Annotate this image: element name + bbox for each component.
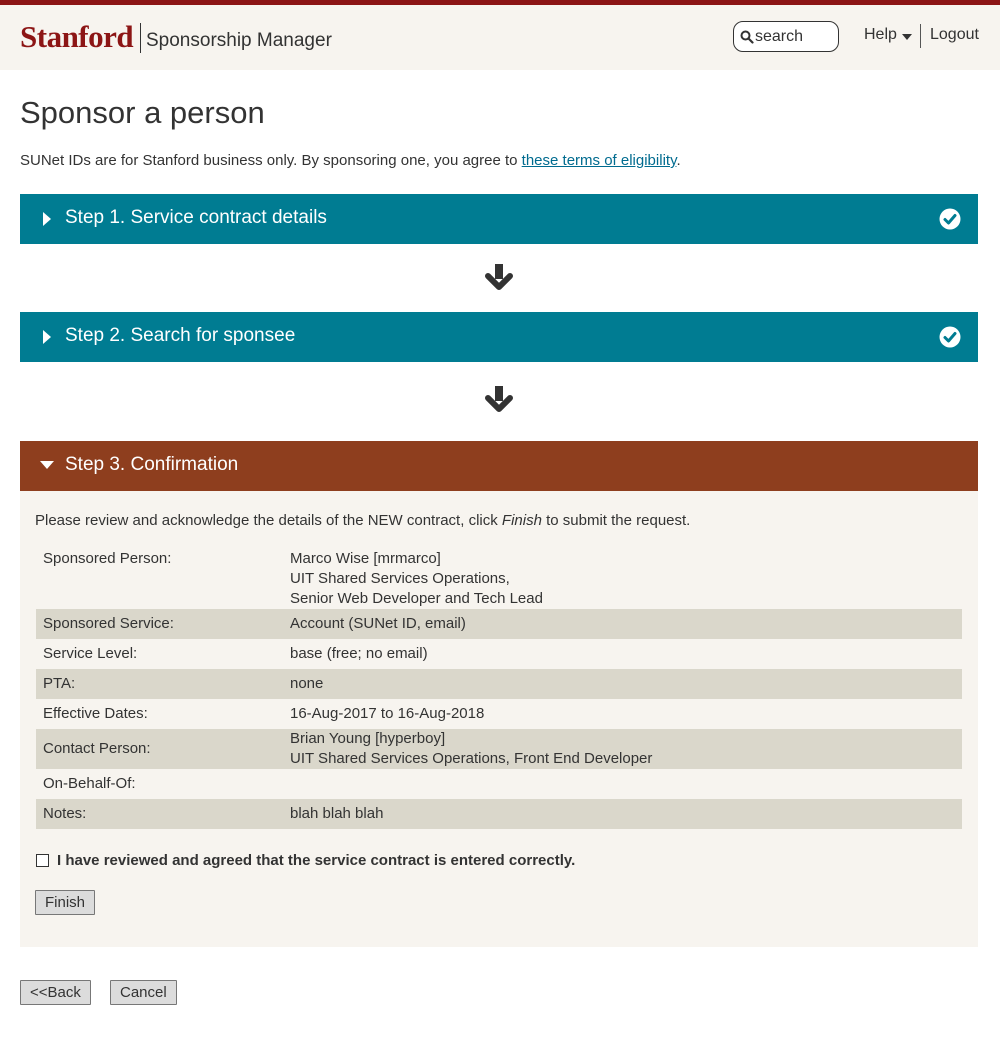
detail-value: base (free; no email) [290, 645, 428, 662]
caret-right-icon [40, 210, 54, 228]
site-header [0, 5, 1000, 70]
back-button[interactable]: <<Back [20, 980, 91, 1005]
caret-down-icon [39, 459, 55, 471]
detail-value [283, 769, 962, 799]
detail-value-line: Marco Wise [mrmarco] [290, 550, 441, 567]
check-circle-icon [939, 208, 961, 230]
step-1-title: Step 1. Service contract details [65, 207, 327, 228]
detail-value: blah blah blah [283, 799, 962, 829]
contract-details-table [36, 545, 962, 829]
brand-divider [140, 23, 141, 53]
intro-text: SUNet IDs are for Stanford business only. By sponsoring one, you agree to [20, 152, 522, 169]
intro-end: . [676, 152, 681, 169]
detail-label: Notes: [36, 799, 283, 829]
detail-row-pta [36, 669, 962, 699]
chevron-down-icon[interactable] [901, 33, 913, 41]
detail-row-sponsored-service [36, 609, 962, 639]
step-3-header[interactable] [20, 441, 978, 491]
agree-checkbox-row[interactable] [36, 852, 575, 869]
step-3-title: Step 3. Confirmation [65, 454, 239, 475]
confirmation-panel [20, 491, 978, 947]
detail-value: none [283, 669, 962, 699]
eligibility-intro [20, 152, 681, 169]
intro-after: to submit the request. [541, 512, 691, 529]
detail-row-notes [36, 799, 962, 829]
stanford-logo[interactable]: Stanford [20, 19, 134, 54]
detail-value: 16-Aug-2017 to 16-Aug-2018 [290, 705, 485, 722]
detail-value-line: UIT Shared Services Operations, [290, 570, 510, 587]
search-box[interactable] [733, 21, 839, 52]
search-icon [740, 30, 754, 44]
detail-value-line: UIT Shared Services Operations, Front End Developer [290, 750, 653, 767]
detail-label: Effective Dates: [43, 705, 148, 722]
detail-label: Sponsored Person: [43, 550, 172, 567]
detail-label: On-Behalf-Of: [43, 775, 136, 792]
agree-label: I have reviewed and agreed that the service contract is entered correctly. [57, 852, 576, 869]
detail-row-sponsored-person [36, 545, 962, 609]
detail-value-line: Senior Web Developer and Tech Lead [290, 590, 543, 607]
intro-before: Please review and acknowledge the details of the NEW contract, click [35, 512, 502, 529]
agree-checkbox[interactable] [36, 854, 49, 867]
detail-label: PTA: [36, 669, 283, 699]
detail-row-effective-dates [36, 699, 962, 729]
cancel-button[interactable]: Cancel [110, 980, 177, 1005]
detail-label: Contact Person: [36, 729, 283, 769]
detail-row-contact-person [36, 729, 962, 769]
search-input[interactable] [755, 26, 833, 48]
page-title: Sponsor a person [20, 95, 265, 130]
intro-finish-emphasis: Finish [501, 512, 542, 529]
arrow-down-icon [484, 384, 514, 414]
step-2-title: Step 2. Search for sponsee [65, 325, 296, 346]
detail-value-line: Brian Young [hyperboy] [290, 730, 446, 747]
app-name[interactable]: Sponsorship Manager [146, 30, 332, 51]
nav-divider [920, 24, 921, 48]
detail-label: Sponsored Service: [36, 609, 283, 639]
step-1-header[interactable] [20, 194, 978, 244]
detail-label: Service Level: [43, 645, 138, 662]
logout-link[interactable]: Logout [930, 26, 979, 43]
finish-button[interactable]: Finish [35, 890, 95, 915]
detail-value [283, 545, 962, 609]
help-menu[interactable]: Help [864, 26, 897, 43]
terms-of-eligibility-link[interactable]: these terms of eligibility [521, 152, 677, 169]
caret-right-icon [40, 328, 54, 346]
check-circle-icon [939, 326, 961, 348]
detail-row-service-level [36, 639, 962, 669]
detail-value: Account (SUNet ID, email) [283, 609, 962, 639]
confirmation-intro [35, 512, 690, 529]
arrow-down-icon [484, 262, 514, 292]
detail-row-on-behalf-of [36, 769, 962, 799]
detail-value [283, 729, 962, 769]
step-2-header[interactable] [20, 312, 978, 362]
